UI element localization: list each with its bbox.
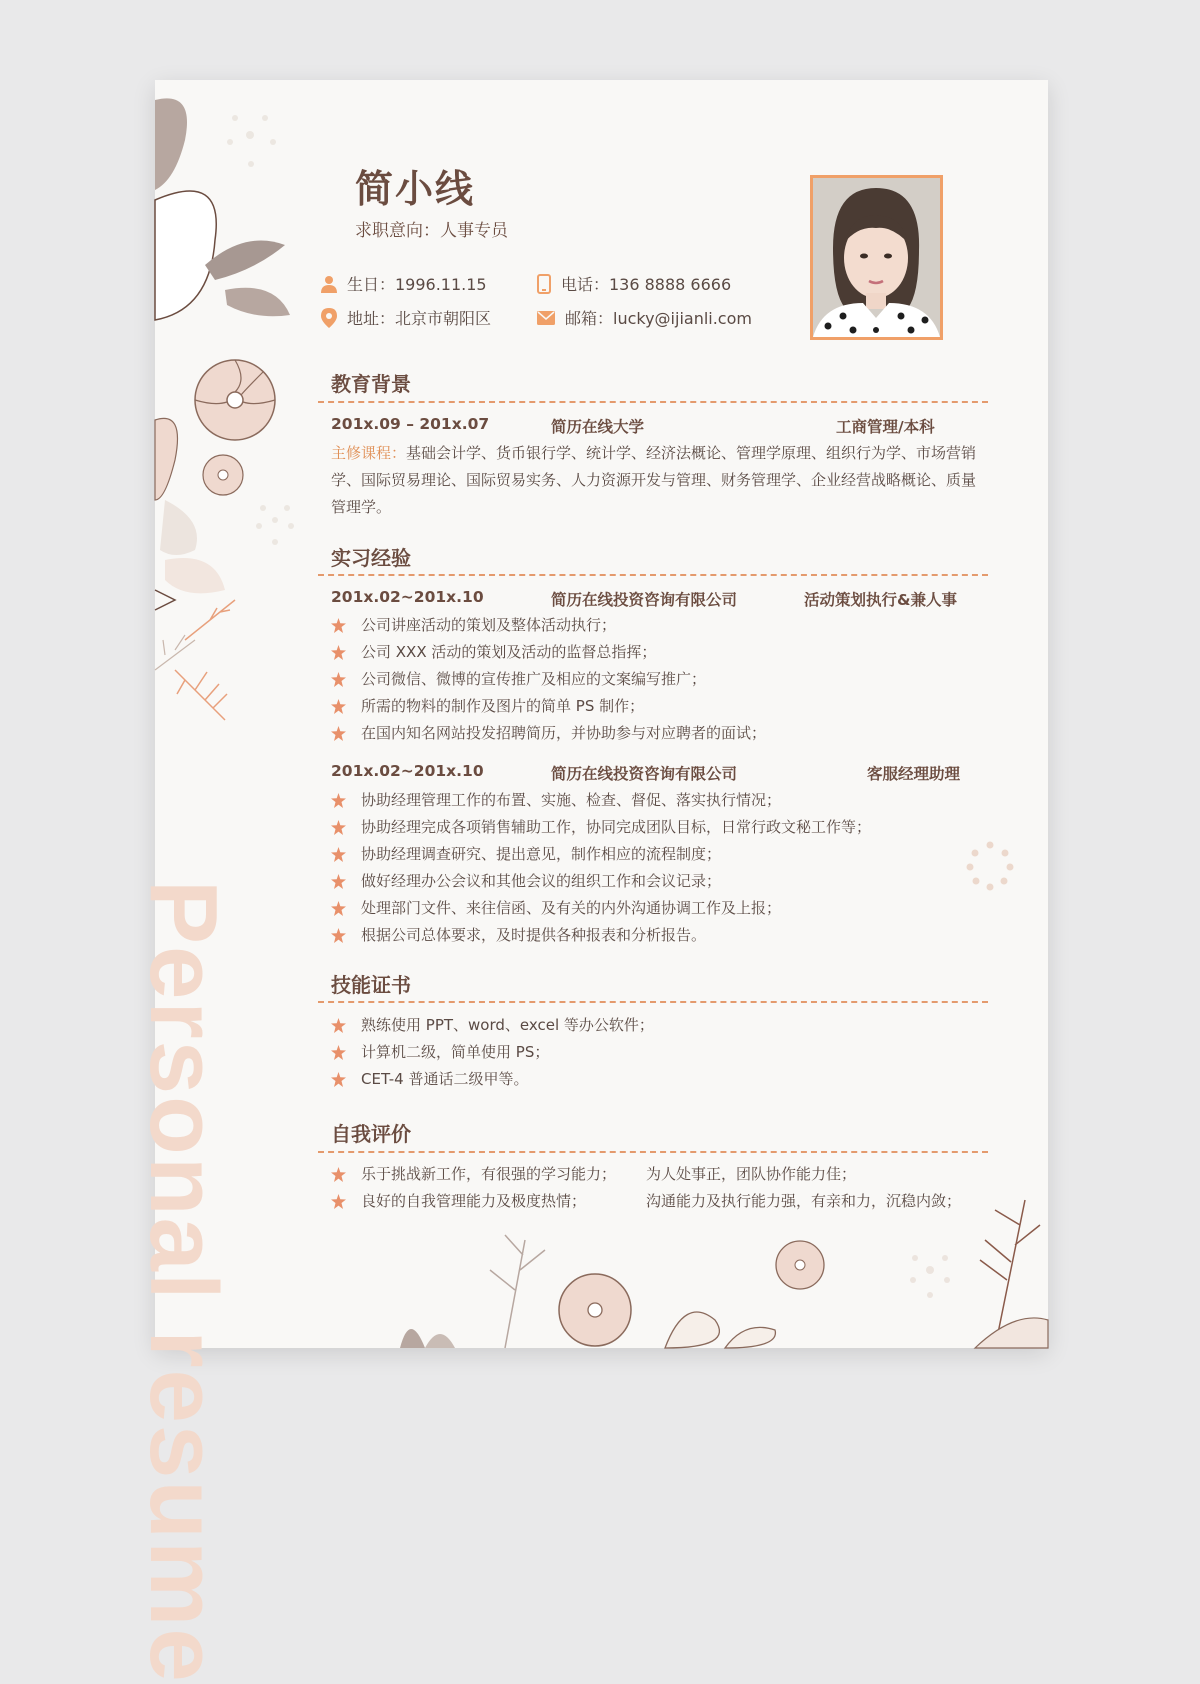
list-item: 公司 XXX 活动的策划及活动的监督总指挥； [331, 639, 766, 666]
divider-evaluation [318, 1151, 988, 1153]
list-item: 公司微信、微博的宣传推广及相应的文案编写推广； [331, 666, 766, 693]
list-item: 计算机二级，简单使用 PS； [331, 1039, 654, 1066]
phone-text: 电话：136 8888 6666 [561, 275, 732, 294]
job-1-role: 活动策划执行&兼人事 [804, 591, 958, 609]
divider-education [318, 401, 988, 403]
section-title-education: 教育背景 [331, 372, 411, 396]
star-bullet-icon [331, 645, 346, 660]
evaluation-list [331, 1161, 962, 1215]
list-item: 公司讲座活动的策划及整体活动执行； [331, 612, 766, 639]
job-2-period: 201x.02~201x.10 [331, 762, 484, 780]
job-1-period: 201x.02~201x.10 [331, 588, 484, 606]
job-1-company: 简历在线投资咨询有限公司 [551, 591, 738, 609]
star-bullet-icon [331, 699, 346, 714]
star-bullet-icon [331, 793, 346, 808]
star-bullet-icon [331, 1194, 346, 1209]
list-item: 良好的自我管理能力及极度热情； 沟通能力及执行能力强，有亲和力，沉稳内敛； [331, 1188, 616, 1215]
job-2-company: 简历在线投资咨询有限公司 [551, 765, 738, 783]
star-bullet-icon [331, 847, 346, 862]
resume-page [130, 80, 1048, 1684]
list-item: CET-4 普通话二级甲等。 [331, 1066, 654, 1093]
education-school: 简历在线大学 [551, 418, 645, 436]
phone-icon [537, 274, 551, 294]
list-item: 根据公司总体要求，及时提供各种报表和分析报告。 [331, 922, 871, 949]
floral-decoration-left-icon [155, 80, 305, 800]
star-bullet-icon [331, 1018, 346, 1033]
education-period: 201x.09 – 201x.07 [331, 415, 490, 433]
star-bullet-icon [331, 726, 346, 741]
dot-cluster-right-icon [960, 835, 1020, 895]
divider-internship [318, 574, 988, 576]
star-bullet-icon [331, 820, 346, 835]
location-icon [321, 308, 337, 328]
star-bullet-icon [331, 901, 346, 916]
courses-lead: 主修课程： [331, 444, 407, 462]
star-bullet-icon [331, 1072, 346, 1087]
star-bullet-icon [331, 672, 346, 687]
phone-info [537, 272, 731, 295]
list-item: 在国内知名网站投发招聘简历，并协助参与对应聘者的面试； [331, 720, 766, 747]
profile-photo [810, 175, 943, 340]
birthday-info [321, 272, 487, 295]
list-item: 乐于挑战新工作，有很强的学习能力； 为人处事正，团队协作能力佳； [331, 1161, 616, 1188]
side-watermark-text: Personal resume [130, 880, 237, 1684]
section-title-internship: 实习经验 [331, 546, 411, 570]
star-bullet-icon [331, 1045, 346, 1060]
star-bullet-icon [331, 1167, 346, 1182]
list-item: 协助经理管理工作的布置、实施、检查、督促、落实执行情况； [331, 787, 871, 814]
address-text: 地址：北京市朝阳区 [347, 309, 492, 328]
section-title-skills: 技能证书 [331, 973, 411, 997]
list-item: 所需的物料的制作及图片的简单 PS 制作； [331, 693, 766, 720]
divider-skills [318, 1001, 988, 1003]
job-2-role: 客服经理助理 [867, 765, 961, 783]
job-2-duties [331, 787, 871, 949]
person-icon [321, 275, 337, 293]
list-item: 协助经理调查研究、提出意见，制作相应的流程制度； [331, 841, 871, 868]
list-item: 熟练使用 PPT、word、excel 等办公软件； [331, 1012, 654, 1039]
floral-decoration-bottom-icon [395, 1200, 1048, 1348]
mail-icon [537, 311, 555, 325]
list-item: 处理部门文件、来往信函、及有关的内外沟通协调工作及上报； [331, 895, 871, 922]
skills-list [331, 1012, 654, 1093]
list-item: 协助经理完成各项销售辅助工作，协同完成团队目标，日常行政文秘工作等； [331, 814, 871, 841]
email-text: 邮箱：lucky@ijianli.com [565, 309, 752, 328]
education-courses [331, 440, 985, 521]
courses-text: 基础会计学、货币银行学、统计学、经济法概论、管理学原理、组织行为学、市场营销学、国际贸易理论、国际贸易实务、人力资源开发与管理、财务管理学、企业经营战略概论、质量管理学。 [331, 444, 977, 516]
list-item: 做好经理办公会议和其他会议的组织工作和会议记录； [331, 868, 871, 895]
job-intent: 求职意向：人事专员 [355, 221, 508, 241]
candidate-name: 简小线 [355, 167, 476, 211]
education-major: 工商管理/本科 [836, 418, 935, 436]
job-1-duties [331, 612, 766, 747]
star-bullet-icon [331, 928, 346, 943]
star-bullet-icon [331, 874, 346, 889]
address-info [321, 306, 491, 329]
email-info [537, 306, 752, 329]
birthday-text: 生日：1996.11.15 [347, 275, 487, 294]
star-bullet-icon [331, 618, 346, 633]
section-title-evaluation: 自我评价 [331, 1122, 411, 1146]
